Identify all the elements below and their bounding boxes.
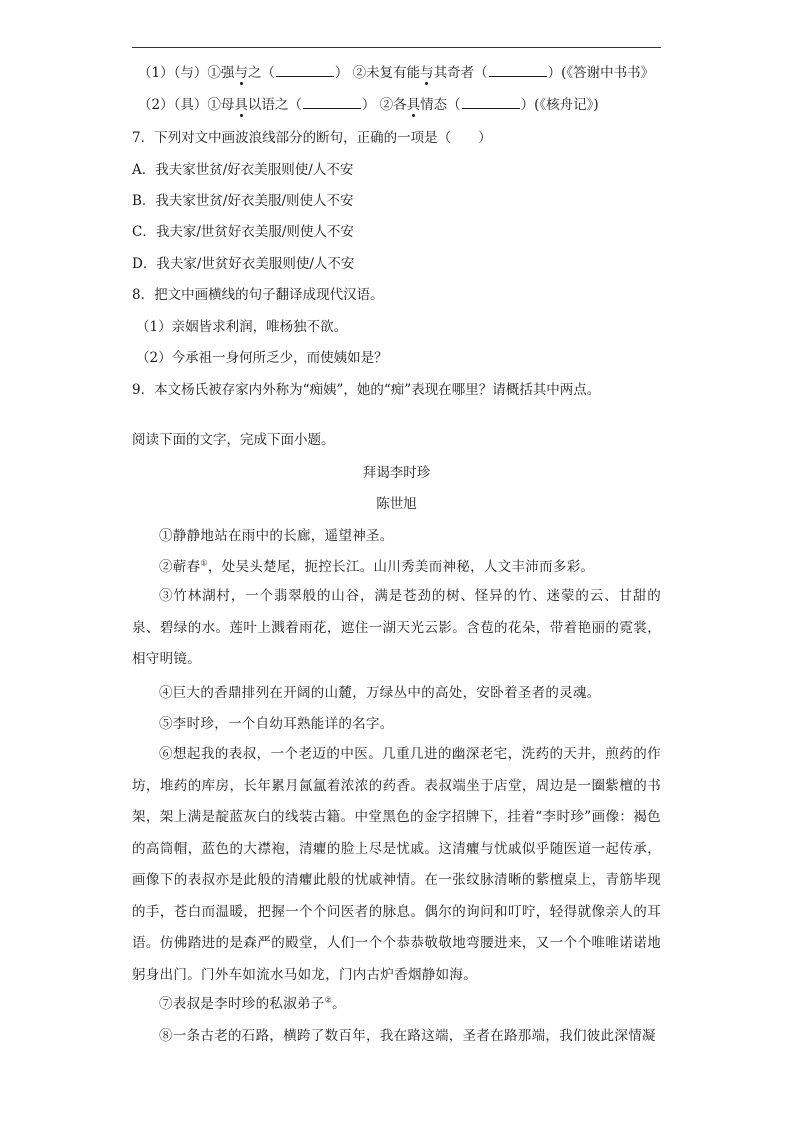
q8-item-1: （1）亲姻皆求利润，唯杨独不欲。: [136, 319, 348, 335]
q6-row-2: （2）（具）①母具以语之（ ） ②各具情态（ ）(《核舟记》): [138, 97, 599, 113]
emphasis-char: 与: [234, 65, 248, 81]
answer-blank[interactable]: [276, 64, 334, 77]
q6-row-1: （1）（与）①强与之（ ） ②未复有能与其奇者（ ）(《答谢中书书》: [138, 65, 655, 81]
paragraph-5: ⑤李时珍，一个自幼耳熟能详的名字。: [159, 716, 394, 732]
paragraph-6: ⑥想起我的表叔，一个老迈的中医。几重几进的幽深老宅，洗药的天井，煎药的作坊，堆药的库房，长年累月氤氲着浓浓的药香。表叔端坐于店堂，周边是一圈紫檀的书架，架上满是靛蓝灰白的线装古籍。中堂黑色的金字招牌下，挂着“李时珍”画像：褐色的高筒帽，蓝色的大襟袍，清癯的脸上尽是忧戚。这清癯与忧戚似乎随医道一起传承，画像下的表叔亦是此般的清癯此般的忧戚神情。在一张纹脉清晰的紫檀桌上，青筋毕现的手，苍白而温暖，把握一个个问医者的脉息。偶尔的询问和叮咛，轻得就像亲人的耳语。仿佛踏进的是森严的殿堂，人们一个个恭恭敬敬地弯腰进来，又一个个唯唯诺诺地躬身出门。门外车如流水马如龙，门内古炉香烟静如海。: [132, 746, 661, 983]
footnote-marker: ②: [324, 995, 333, 1005]
passage-author: 陈世旭: [376, 496, 417, 512]
q7-option-d[interactable]: D．我夫家/世贫好衣美服则使/人不安: [132, 256, 355, 272]
q7-option-b[interactable]: B．我夫家世贫/好衣美服/则使人不安: [132, 193, 354, 209]
paragraph-4: ④巨大的香鼎排列在开阔的山麓，万绿丛中的高处，安卧着圣者的灵魂。: [159, 685, 601, 701]
q9-stem: 9．本文杨氏被存家内外称为“痴姨”，她的“痴”表现在哪里？请概括其中两点。: [132, 382, 601, 398]
emphasis-char: 具: [234, 97, 248, 113]
q8-item-2: （2）今承祖一身何所乏少，而使姨如是？: [136, 350, 388, 366]
answer-blank[interactable]: [303, 96, 361, 109]
paragraph-2: ②蕲春①，处吴头楚尾，扼控长江。山川秀美而神秘，人文丰沛而多彩。: [159, 558, 595, 575]
footnote-marker: ①: [200, 558, 208, 568]
answer-blank[interactable]: [462, 96, 520, 109]
q7-option-a[interactable]: A．我夫家世贫/好衣美服则使/人不安: [132, 162, 354, 178]
q7-option-c[interactable]: C．我夫家/世贫好衣美服/则使人不安: [132, 224, 354, 240]
reading-intro: 阅读下面的文字，完成下面小题。: [132, 432, 335, 448]
q7-stem: 7．下列对文中画波浪线部分的断句，正确的一项是（ ）: [132, 130, 492, 146]
paragraph-3: ③竹林湖村，一个翡翠般的山谷，满是苍劲的树、怪异的竹、迷蒙的云、甘甜的泉、碧绿的水。莲叶上溅着雨花，遮住一湖天光云影。含苞的花朵，带着艳丽的霓裳，相守明镜。: [132, 588, 661, 667]
paragraph-7: ⑦表叔是李时珍的私淑弟子②。: [159, 995, 346, 1012]
answer-blank[interactable]: [489, 64, 547, 77]
emphasis-char: 与: [420, 65, 434, 81]
paragraph-8: ⑧一条古老的石路，横跨了数百年，我在路这端，圣者在路那端，我们彼此深情凝: [159, 1028, 656, 1044]
emphasis-char: 具: [406, 97, 421, 113]
top-divider: [132, 47, 661, 48]
q8-stem: 8．把文中画横线的句子翻译成现代汉语。: [132, 287, 384, 303]
passage-title: 拜谒李时珍: [362, 465, 431, 481]
paragraph-1: ①静静地站在雨中的长廊，遥望神圣。: [159, 528, 394, 544]
